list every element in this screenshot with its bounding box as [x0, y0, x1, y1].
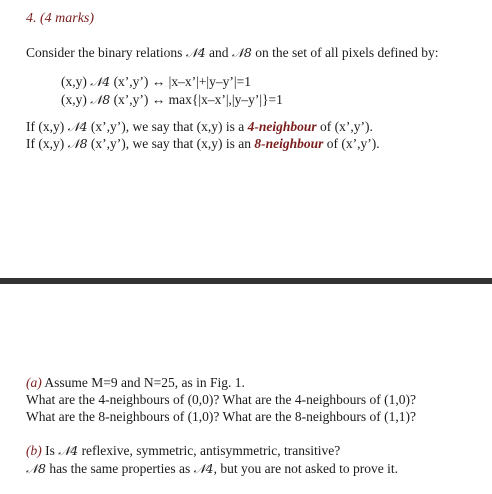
n4-symbol: 𝒩4 [67, 119, 88, 134]
definition-n4-right: (x’,y’) ↔ |x–x’|+|y–y’|=1 [113, 74, 251, 89]
part-b-line-2-end: , but you are not asked to prove it. [213, 461, 399, 476]
part-a-line-2: What are the 4-neighbours of (0,0)? What are the 4-neighbours of (1,0)? [26, 392, 416, 407]
n4-symbol: 𝒩4 [193, 461, 214, 476]
part-b-line-1-pre: Is [45, 443, 55, 458]
n8-sentence-post: of (x’,y’). [326, 136, 380, 151]
n8-sentence-pre: If (x,y) [26, 136, 65, 151]
definition-n4 [61, 74, 251, 90]
n4-symbol: 𝒩4 [58, 443, 79, 458]
part-b-line-2 [26, 461, 398, 477]
n8-term: 8-neighbour [254, 136, 324, 151]
n4-symbol: 𝒩4 [185, 45, 206, 60]
n8-symbol: 𝒩8 [231, 45, 252, 60]
part-b-line-1-post: reflexive, symmetric, antisymmetric, transitive? [81, 443, 341, 458]
definition-n4-left: (x,y) [61, 74, 87, 89]
n4-sentence-pre: If (x,y) [26, 119, 65, 134]
n8-sentence [26, 136, 380, 152]
part-b-label: (b) [26, 443, 42, 458]
intro-line [26, 45, 439, 61]
question-heading: 4. (4 marks) [26, 11, 95, 26]
n4-term: 4-neighbour [247, 119, 317, 134]
part-a-line-1 [26, 375, 245, 391]
n4-symbol: 𝒩4 [90, 74, 111, 89]
part-a-line-3: What are the 8-neighbours of (1,0)? What are the 8-neighbours of (1,1)? [26, 409, 416, 424]
part-b-line-2-post: has the same properties as [49, 461, 191, 476]
definition-n8-right: (x’,y’) ↔ max{|x–x’|,|y–y’|}=1 [113, 92, 283, 107]
n8-symbol: 𝒩8 [90, 92, 111, 107]
intro-and-text: and [209, 45, 229, 60]
figure-area [0, 284, 492, 374]
part-b-line-1 [26, 443, 340, 459]
part-a-label: (a) [26, 375, 42, 390]
intro-pre-text: Consider the binary relations [26, 45, 183, 60]
n4-sentence [26, 119, 373, 135]
n4-sentence-mid: (x’,y’), we say that (x,y) is a [90, 119, 245, 134]
n4-sentence-post: of (x’,y’). [320, 119, 373, 134]
n8-symbol: 𝒩8 [67, 136, 88, 151]
n8-symbol: 𝒩8 [26, 461, 46, 476]
definition-n8 [61, 92, 283, 108]
intro-post-text: on the set of all pixels defined by: [255, 45, 439, 60]
part-a-line-1-text: Assume M=9 and N=25, as in Fig. 1. [44, 375, 245, 390]
n8-sentence-mid: (x’,y’), we say that (x,y) is an [90, 136, 251, 151]
definition-n8-left: (x,y) [61, 92, 87, 107]
